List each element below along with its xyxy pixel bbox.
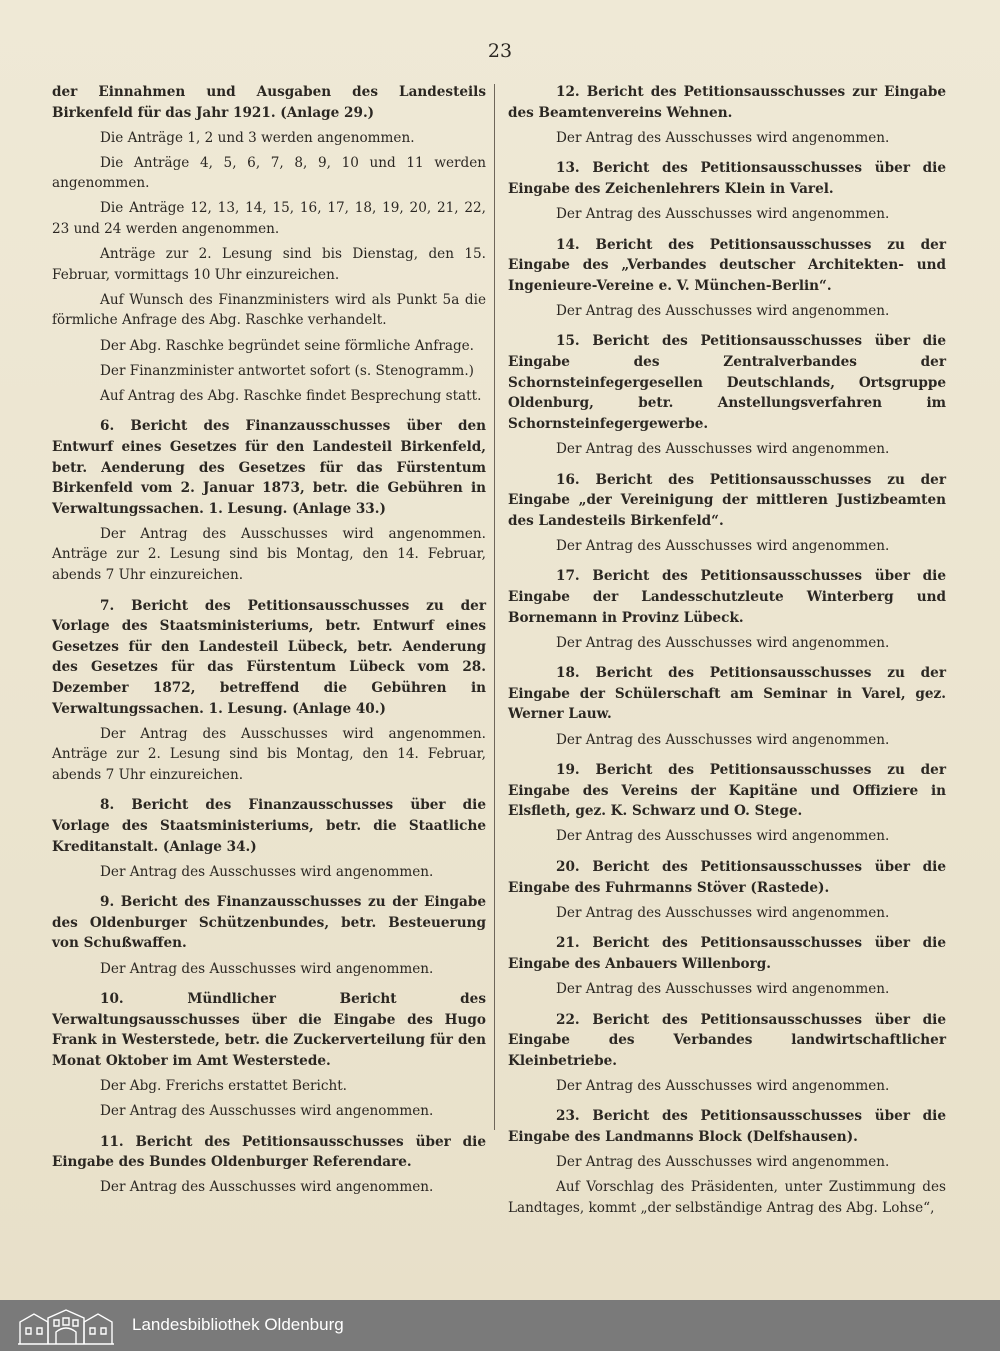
paragraph: Der Antrag des Ausschusses wird angenommen. <box>556 440 890 457</box>
paragraph: 22. Bericht des Petitionsausschusses über die Eingabe des Verbandes landwirtschaftlicher Kleinbetriebe. <box>508 1011 946 1069</box>
paragraph: Auf Antrag des Abg. Raschke findet Besprechung statt. <box>100 387 482 404</box>
paragraph: 14. Bericht des Petitionsausschusses zu der Eingabe des „Verbandes deutscher Architekten- und Ingenieure-Vereine e. V. München-Berlin“. <box>508 236 946 294</box>
paragraph: Der Antrag des Ausschusses wird angenommen. <box>556 1154 890 1171</box>
paragraph: 11. Bericht des Petitionsausschusses über die Eingabe des Bundes Oldenburger Referendare. <box>52 1133 486 1171</box>
paragraph: Der Antrag des Ausschusses wird angenommen. <box>556 129 890 146</box>
paragraph: Der Antrag des Ausschusses wird angenommen. Anträge zur 2. Lesung sind bis Montag, den 14. Februar, abends 7 Uhr einzureichen. <box>52 725 486 783</box>
paragraph: 19. Bericht des Petitionsausschusses zu der Eingabe des Vereins der Kapitäne und Offiziere in Elsfleth, gez. K. Schwarz und O. Stege. <box>508 762 946 820</box>
paragraph: Anträge zur 2. Lesung sind bis Dienstag, den 15. Februar, vormittags 10 Uhr einzureichen. <box>52 246 486 283</box>
paragraph: Der Antrag des Ausschusses wird angenommen. <box>556 1077 890 1094</box>
paragraph: Der Antrag des Ausschusses wird angenommen. <box>100 1179 434 1196</box>
paragraph: Der Abg. Raschke begründet seine förmliche Anfrage. <box>100 337 475 354</box>
paragraph: Der Antrag des Ausschusses wird angenommen. <box>100 863 434 880</box>
paragraph: Der Antrag des Ausschusses wird angenommen. <box>100 960 434 977</box>
paragraph: Der Antrag des Ausschusses wird angenommen. <box>556 980 890 997</box>
paragraph: Die Anträge 12, 13, 14, 15, 16, 17, 18, 19, 20, 21, 22, 23 und 24 werden angenommen. <box>52 200 486 238</box>
paragraph: Der Antrag des Ausschusses wird angenommen. <box>556 731 890 748</box>
paragraph: 23. Bericht des Petitionsausschusses über die Eingabe des Landmanns Block (Delfshausen). <box>508 1108 946 1146</box>
page-number: 23 <box>487 40 513 62</box>
paragraph: der Einnahmen und Ausgaben des Landesteils Birkenfeld für das Jahr 1921. (Anlage 29.) <box>52 84 486 121</box>
library-name: Landesbibliothek Oldenburg <box>132 1315 344 1334</box>
paragraph: 15. Bericht des Petitionsausschusses über die Eingabe des Zentralverbandes der Schornsteinfegergesellen Deutschlands, Ortsgruppe Oldenburg, betr. Anstellungsverfahren im Schornsteinfegergewerbe. <box>508 333 946 432</box>
paragraph: 9. Bericht des Finanzausschusses zu der Eingabe des Oldenburger Schützenbundes, betr. Besteuerung von Schußwaffen. <box>52 894 486 952</box>
paragraph: 8. Bericht des Finanzausschusses über die Vorlage des Staatsministeriums, betr. die Staatliche Kreditanstalt. (Anlage 34.) <box>52 797 486 855</box>
paragraph: Der Antrag des Ausschusses wird angenommen. <box>556 537 890 554</box>
library-building-icon <box>16 1306 116 1346</box>
paragraph: Der Antrag des Ausschusses wird angenommen. <box>100 1103 434 1120</box>
library-footer <box>0 1300 1000 1351</box>
paragraph: 7. Bericht des Petitionsausschusses zu der Vorlage des Staatsministeriums, betr. Entwurf eines Gesetzes für den Landesteil Lübeck, betr. Aenderung des Gesetzes für das Fürstentum Lübeck vom 28. Dezember 1872, betreffend die Gebühren in Verwaltungssachen. 1. Lesung. (Anlage 40.) <box>52 597 486 717</box>
paragraph: Der Finanzminister antwortet sofort (s. Stenogramm.) <box>100 362 474 379</box>
right-column <box>508 82 946 1218</box>
paragraph: 20. Bericht des Petitionsausschusses über die Eingabe des Fuhrmanns Stöver (Rastede). <box>508 859 946 896</box>
paragraph: 16. Bericht des Petitionsausschusses zu der Eingabe „der Vereinigung der mittleren Justizbeamten des Landesteils Birkenfeld“. <box>508 471 946 529</box>
paragraph: Der Antrag des Ausschusses wird angenommen. <box>556 904 890 921</box>
paragraph: 21. Bericht des Petitionsausschusses über die Eingabe des Anbauers Willenborg. <box>508 935 946 972</box>
paragraph: 18. Bericht des Petitionsausschusses zu der Eingabe der Schülerschaft am Seminar in Varel, gez. Werner Lauw. <box>508 665 946 723</box>
paragraph: 13. Bericht des Petitionsausschusses über die Eingabe des Zeichenlehrers Klein in Varel. <box>508 160 946 197</box>
paragraph: Die Anträge 1, 2 und 3 werden angenommen. <box>100 129 415 146</box>
paragraph: Auf Wunsch des Finanzministers wird als Punkt 5a die förmliche Anfrage des Abg. Raschke verhandelt. <box>52 291 486 329</box>
paragraph: Der Antrag des Ausschusses wird angenommen. <box>556 828 890 845</box>
left-column <box>52 82 486 1198</box>
paragraph: Der Antrag des Ausschusses wird angenommen. Anträge zur 2. Lesung sind bis Montag, den 14. Februar, abends 7 Uhr einzureichen. <box>52 525 486 583</box>
paragraph: 6. Bericht des Finanzausschusses über den Entwurf eines Gesetzes für den Landesteil Birkenfeld, betr. Aenderung des Gesetzes für das Fürstentum Birkenfeld vom 2. Januar 1873, betr. die Gebühren in Verwaltungssachen. 1. Lesung. (Anlage 33.) <box>52 418 486 517</box>
paragraph: Der Antrag des Ausschusses wird angenommen. <box>556 302 890 319</box>
paragraph: 12. Bericht des Petitionsausschusses zur Eingabe des Beamtenvereins Wehnen. <box>508 84 946 121</box>
paragraph: Die Anträge 4, 5, 6, 7, 8, 9, 10 und 11 werden angenommen. <box>52 154 486 192</box>
paragraph: Auf Vorschlag des Präsidenten, unter Zustimmung des Landtages, kommt „der selbständige Antrag des Abg. Lohse“, <box>508 1179 946 1216</box>
column-divider <box>494 84 495 1130</box>
paragraph: Der Antrag des Ausschusses wird angenommen. <box>556 205 890 222</box>
paragraph: Der Antrag des Ausschusses wird angenommen. <box>556 634 890 651</box>
paragraph: 10. Mündlicher Bericht des Verwaltungsausschusses über die Eingabe des Hugo Frank in Westerstede, betr. die Zuckerverteilung für den Monat Oktober im Amt Westerstede. <box>52 991 486 1069</box>
paragraph: 17. Bericht des Petitionsausschusses über die Eingabe der Landesschutzleute Winterberg und Bornemann in Provinz Lübeck. <box>508 568 946 626</box>
paragraph: Der Abg. Frerichs erstattet Bericht. <box>100 1078 347 1095</box>
